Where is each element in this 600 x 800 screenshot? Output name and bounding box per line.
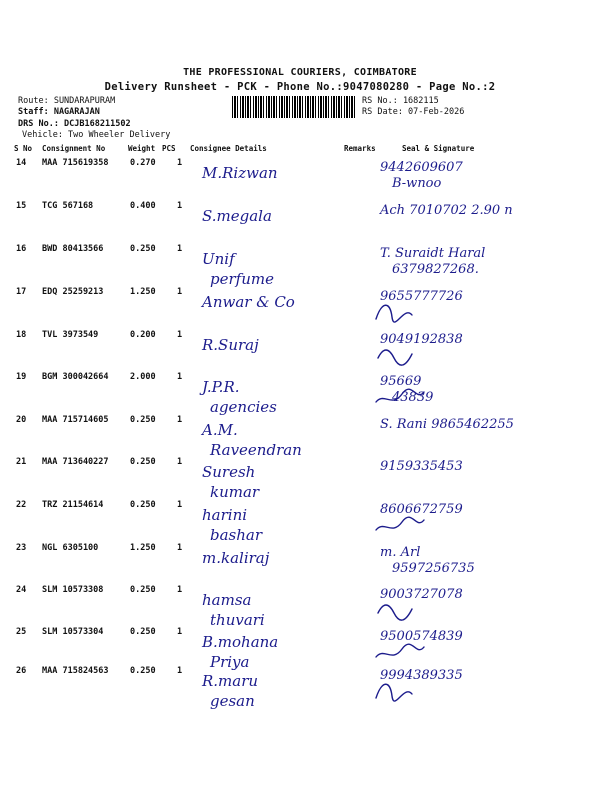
consignment-cell: TVL 3973549 (42, 330, 99, 340)
consignment-cell: SLM 10573304 (42, 627, 104, 637)
sno-cell: 16 (16, 244, 27, 254)
consignee-name: S.megala (202, 207, 272, 225)
runsheet-subtitle: Delivery Runsheet - PCK - Phone No.:9047080280 - Page No.:2 (104, 81, 496, 93)
consignee-name: A.M. (202, 421, 238, 439)
signature-text: 9597256735 (392, 561, 475, 576)
rs-date: RS Date: 07-Feb-2026 (362, 107, 465, 117)
col-weight: Weight (128, 144, 156, 153)
consignee-name: Anwar & Co (202, 293, 295, 311)
signature-scribble (372, 637, 432, 667)
pcs-cell: 1 (177, 287, 183, 297)
pcs-cell: 1 (177, 158, 183, 168)
weight-cell: 1.250 (130, 543, 156, 553)
pcs-cell: 1 (177, 372, 183, 382)
sno-cell: 18 (16, 330, 27, 340)
consignment-cell: MAA 713640227 (42, 457, 109, 467)
signature-text: 9003727078 (380, 587, 463, 602)
sno-cell: 26 (16, 666, 27, 676)
col-remarks: Remarks (344, 144, 376, 153)
col-consignment: Consignment No (42, 144, 106, 153)
pcs-cell: 1 (177, 500, 183, 510)
table-row (0, 415, 600, 459)
consignee-name: kumar (210, 483, 260, 501)
weight-cell: 1.250 (130, 287, 156, 297)
pcs-cell: 1 (177, 585, 183, 595)
sno-cell: 25 (16, 627, 27, 637)
signature-text: Ach 7010702 2.90 n (380, 203, 513, 218)
sno-cell: 23 (16, 543, 27, 553)
signature-text: 43839 (392, 390, 434, 405)
signature-scribble (372, 297, 432, 327)
signature-text: 9994389335 (380, 668, 463, 683)
consignee-name: M.Rizwan (202, 164, 278, 182)
table-row (0, 543, 600, 587)
consignee-name: bashar (210, 526, 263, 544)
consignment-cell: EDQ 25259213 (42, 287, 104, 297)
weight-cell: 0.200 (130, 330, 156, 340)
weight-cell: 0.250 (130, 415, 156, 425)
consignment-cell: TRZ 21154614 (42, 500, 104, 510)
pcs-cell: 1 (177, 201, 183, 211)
weight-cell: 2.000 (130, 372, 156, 382)
pcs-cell: 1 (177, 543, 183, 553)
consignment-cell: SLM 10573308 (42, 585, 104, 595)
sno-cell: 17 (16, 287, 27, 297)
consignee-name: hamsa (202, 591, 252, 609)
signature-text: 95669 (380, 374, 422, 389)
weight-cell: 0.270 (130, 158, 156, 168)
consignee-name: thuvari (210, 611, 265, 629)
consignee-name: B.mohana (202, 633, 279, 651)
signature-text: 9500574839 (380, 629, 463, 644)
signature-text: 9159335453 (380, 459, 463, 474)
col-seal-signature: Seal & Signature (402, 144, 475, 153)
signature-scribble (372, 340, 432, 370)
consignment-cell: BWD 80413566 (42, 244, 104, 254)
signature-text: 6379827268. (392, 262, 479, 277)
consignee-name: R.Suraj (202, 336, 259, 354)
signature-text: S. Rani 9865462255 (380, 417, 514, 432)
signature-text: 9442609607 (380, 160, 463, 175)
consignee-name: m.kaliraj (202, 549, 270, 567)
consignee-name: R.maru (202, 672, 259, 690)
consignee-name: J.P.R. (202, 378, 240, 396)
sno-cell: 24 (16, 585, 27, 595)
table-row (0, 585, 600, 629)
pcs-cell: 1 (177, 627, 183, 637)
consignment-cell: BGM 300042664 (42, 372, 109, 382)
pcs-cell: 1 (177, 330, 183, 340)
col-consignee: Consignee Details (190, 144, 267, 153)
consignee-name: agencies (210, 398, 277, 416)
signature-text: m. Arl (380, 545, 421, 560)
col-pcs: PCS (162, 144, 176, 153)
signature-scribble (372, 382, 432, 412)
consignee-name: Raveendran (210, 441, 302, 459)
table-row (0, 330, 600, 374)
pcs-cell: 1 (177, 457, 183, 467)
consignment-cell: TCG 567168 (42, 201, 94, 211)
sno-cell: 15 (16, 201, 27, 211)
table-row (0, 372, 600, 416)
signature-text: B-wnoo (392, 176, 442, 191)
consignment-cell: MAA 715714605 (42, 415, 109, 425)
drs-label: DRS No.: DCJB168211502 (18, 119, 131, 129)
table-row (0, 158, 600, 202)
consignee-name: Suresh (202, 463, 256, 481)
signature-text: 9049192838 (380, 332, 463, 347)
weight-cell: 0.250 (130, 457, 156, 467)
signature-text: 9655777726 (380, 289, 463, 304)
table-row (0, 627, 600, 671)
route-label: Route: SUNDARAPURAM (18, 96, 116, 106)
consignment-cell: NGL 6305100 (42, 543, 99, 553)
signature-text: T. Suraidt Haral (380, 246, 486, 261)
signature-text: 8606672759 (380, 502, 463, 517)
sno-cell: 14 (16, 158, 27, 168)
weight-cell: 0.250 (130, 500, 156, 510)
table-row (0, 244, 600, 288)
vehicle-label: Vehicle: Two Wheeler Delivery (22, 130, 171, 140)
barcode (232, 96, 356, 118)
table-row (0, 666, 600, 710)
sno-cell: 19 (16, 372, 27, 382)
signature-scribble (372, 676, 432, 706)
sno-cell: 21 (16, 457, 27, 467)
table-row (0, 287, 600, 331)
table-row (0, 201, 600, 245)
weight-cell: 0.400 (130, 201, 156, 211)
sno-cell: 22 (16, 500, 27, 510)
weight-cell: 0.250 (130, 666, 156, 676)
pcs-cell: 1 (177, 244, 183, 254)
pcs-cell: 1 (177, 666, 183, 676)
weight-cell: 0.250 (130, 244, 156, 254)
signature-scribble (372, 510, 432, 540)
sno-cell: 20 (16, 415, 27, 425)
consignment-cell: MAA 715824563 (42, 666, 109, 676)
col-sno: S No (14, 144, 33, 153)
pcs-cell: 1 (177, 415, 183, 425)
table-row (0, 457, 600, 501)
signature-scribble (372, 595, 432, 625)
consignee-name: Priya (210, 653, 250, 671)
staff-label: Staff: NAGARAJAN (18, 107, 100, 117)
table-row (0, 500, 600, 544)
weight-cell: 0.250 (130, 585, 156, 595)
consignee-name: harini (202, 506, 248, 524)
consignee-name: Unif (202, 250, 235, 268)
consignee-name: perfume (210, 270, 274, 288)
company-title: THE PROFESSIONAL COURIERS, COIMBATORE (183, 67, 417, 78)
consignment-cell: MAA 715619358 (42, 158, 109, 168)
consignee-name: gesan (210, 692, 255, 710)
rs-number: RS No.: 1682115 (362, 96, 439, 106)
weight-cell: 0.250 (130, 627, 156, 637)
